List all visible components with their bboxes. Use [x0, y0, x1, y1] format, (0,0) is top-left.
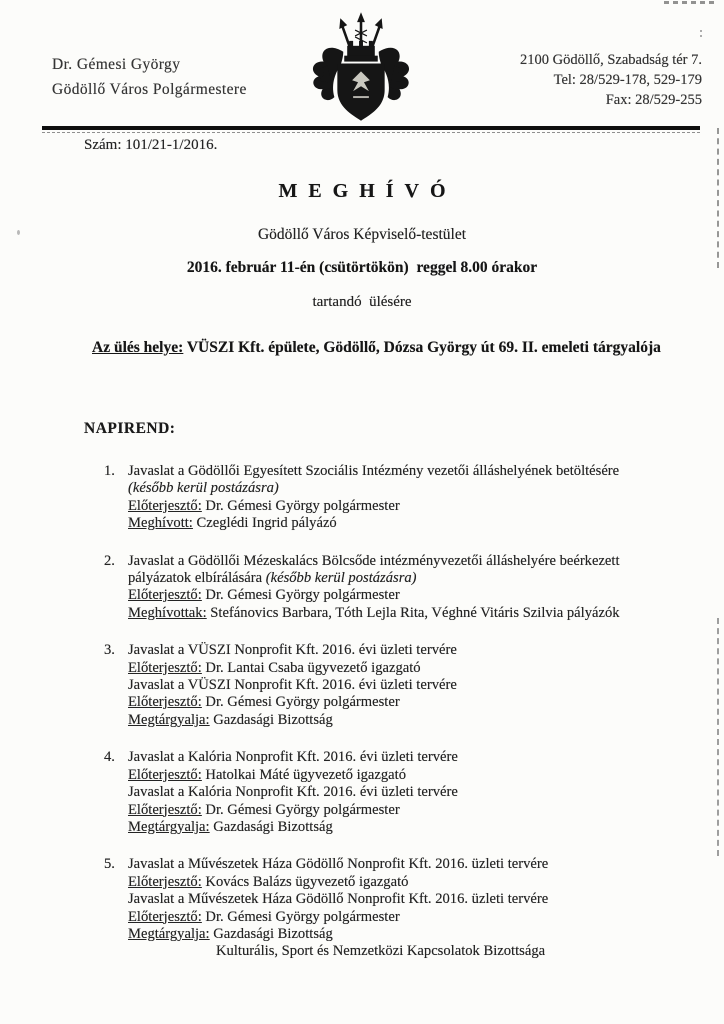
agenda-text-segment: Előterjesztő: — [128, 497, 202, 514]
agenda-text-segment: Stefánovics Barbara, Tóth Lejla Rita, Véghné Vitáris Szilvia pályázók — [206, 604, 620, 621]
agenda-text-segment: Előterjesztő: — [128, 694, 202, 711]
scan-artifact-speck — [700, 30, 702, 38]
agenda-line — [128, 802, 458, 819]
agenda-line — [128, 587, 620, 604]
sender-name: Dr. Gémesi György — [52, 56, 181, 73]
agenda-list — [104, 463, 682, 981]
agenda-line — [128, 819, 458, 836]
agenda-text-segment: Kovács Balázs ügyvezető igazgató — [201, 873, 409, 890]
agenda-line — [128, 677, 457, 694]
agenda-text-segment: Megtárgyalja: — [128, 711, 210, 728]
agenda-item — [104, 553, 682, 623]
agenda-item-content — [128, 642, 457, 729]
agenda-item — [104, 642, 682, 729]
agenda-text-segment: Javaslat a Gödöllői Egyesített Szociális Intézmény vezetői álláshelyének betöltésére — [128, 463, 620, 479]
agenda-line — [128, 891, 548, 908]
agenda-line — [128, 694, 457, 711]
agenda-text-segment: Meghívott: — [128, 515, 193, 532]
agenda-heading: NAPIREND: — [84, 420, 176, 437]
agenda-item-content — [128, 856, 548, 960]
agenda-item — [104, 749, 682, 836]
agenda-text-segment: Javaslat a Művészetek Háza Gödöllő Nonprofit Kft. 2016. üzleti tervére — [128, 891, 549, 908]
agenda-text-segment: Előterjesztő: — [128, 766, 202, 783]
scan-artifact-fold-line — [717, 618, 719, 856]
meeting-location-text: VÜSZI Kft. épülete, Gödöllő, Dózsa György út 69. II. emeleti tárgyalója — [183, 339, 661, 356]
agenda-text-segment: Hatolkai Máté ügyvezető igazgató — [201, 766, 406, 783]
agenda-text-segment: Javaslat a VÜSZI Nonprofit Kft. 2016. évi üzleti tervére — [128, 677, 457, 694]
agenda-line — [128, 874, 548, 891]
agenda-text-segment: Előterjesztő: — [128, 873, 202, 890]
agenda-text-segment: Dr. Gémesi György polgármester — [201, 801, 400, 818]
agenda-line — [128, 498, 619, 515]
agenda-text-segment: Dr. Gémesi György polgármester — [201, 694, 400, 711]
header-divider — [42, 126, 700, 130]
agenda-text-segment: Javaslat a Kalória Nonprofit Kft. 2016. évi üzleti tervére — [128, 784, 458, 801]
agenda-text-segment: Dr. Gémesi György polgármester — [201, 908, 400, 925]
agenda-line — [128, 749, 458, 766]
agenda-line — [128, 712, 457, 729]
agenda-text-segment: Előterjesztő: — [128, 659, 202, 676]
agenda-item-number: 3. — [104, 642, 115, 659]
reference-number: Szám: 101/21-1/2016. — [84, 137, 218, 153]
agenda-line — [128, 926, 548, 943]
agenda-item-content — [128, 749, 458, 836]
sender-block — [52, 52, 247, 102]
document-title: MEGHÍVÓ — [278, 180, 457, 202]
agenda-text-segment: Czeglédi Ingrid pályázó — [192, 515, 337, 532]
session-datetime: 2016. február 11-én (csütörtökön) reggel 8.00 órakor — [186, 259, 538, 276]
session-phrase: tartandó ülésére — [312, 294, 412, 310]
contact-tel: Tel: 28/529-178, 529-179 — [553, 72, 702, 88]
contact-address: 2100 Gödöllő, Szabadság tér 7. — [519, 52, 702, 68]
agenda-line — [128, 515, 619, 532]
agenda-text-segment: Megtárgyalja: — [128, 818, 210, 835]
agenda-text-segment: Javaslat a Kalória Nonprofit Kft. 2016. évi üzleti tervére — [128, 749, 458, 766]
meeting-location-label: Az ülés helye: — [92, 339, 184, 356]
document-subtitle: Gödöllő Város Képviselő-testület — [257, 226, 467, 243]
agenda-item-content — [128, 463, 619, 533]
agenda-line — [128, 642, 457, 659]
agenda-item-number: 4. — [104, 749, 115, 766]
sender-title: Gödöllő Város Polgármestere — [52, 81, 247, 98]
agenda-text-segment: Javaslat a VÜSZI Nonprofit Kft. 2016. évi üzleti tervére — [128, 642, 457, 659]
godollo-coat-of-arms-icon — [292, 10, 430, 124]
agenda-item-number: 5. — [104, 856, 115, 873]
agenda-text-segment: Javaslat a Gödöllői Mézeskalács Bölcsőde intézményvezetői álláshelyére beérkezett — [128, 552, 620, 569]
agenda-line — [128, 570, 620, 587]
agenda-line — [128, 856, 548, 873]
agenda-text-segment: Javaslat a Művészetek Háza Gödöllő Nonprofit Kft. 2016. üzleti tervére — [128, 856, 549, 873]
agenda-text-segment: Dr. Lantai Csaba ügyvezető igazgató — [201, 659, 421, 676]
agenda-line — [128, 784, 458, 801]
agenda-text-segment: Dr. Gémesi György polgármester — [201, 497, 400, 514]
agenda-item — [104, 856, 682, 960]
contact-fax: Fax: 28/529-255 — [605, 92, 702, 108]
agenda-text-segment: Megtárgyalja: — [128, 925, 210, 942]
agenda-text-segment: (később kerül postázásra) — [265, 570, 417, 587]
agenda-text-segment: Kulturális, Sport és Nemzetközi Kapcsolatok Bizottsága — [216, 943, 546, 960]
agenda-text-segment: Előterjesztő: — [128, 801, 202, 818]
agenda-item-number: 2. — [104, 552, 115, 569]
agenda-line — [128, 943, 548, 960]
agenda-item-content — [128, 553, 620, 623]
agenda-line — [128, 767, 458, 784]
agenda-text-segment: Előterjesztő: — [128, 908, 202, 925]
agenda-item — [104, 463, 682, 533]
agenda-line — [128, 605, 620, 622]
agenda-text-segment: Gazdasági Bizottság — [209, 925, 333, 942]
contact-block — [520, 50, 702, 110]
agenda-line — [128, 480, 619, 497]
agenda-text-segment: Gazdasági Bizottság — [209, 818, 333, 835]
agenda-text-segment: Gazdasági Bizottság — [209, 711, 333, 728]
meeting-location — [92, 339, 661, 357]
agenda-line — [128, 660, 457, 677]
scan-artifact-corner — [664, 1, 716, 4]
agenda-text-segment: (később kerül postázásra) — [128, 480, 279, 497]
agenda-line — [128, 553, 620, 570]
agenda-text-segment: pályázatok elbírálására — [128, 570, 266, 587]
agenda-text-segment: Előterjesztő: — [128, 587, 202, 604]
agenda-line — [128, 463, 619, 480]
agenda-item-number: 1. — [104, 463, 115, 479]
agenda-text-segment: Meghívottak: — [128, 604, 207, 621]
agenda-text-segment: Dr. Gémesi György polgármester — [201, 587, 400, 604]
agenda-line — [128, 909, 548, 926]
